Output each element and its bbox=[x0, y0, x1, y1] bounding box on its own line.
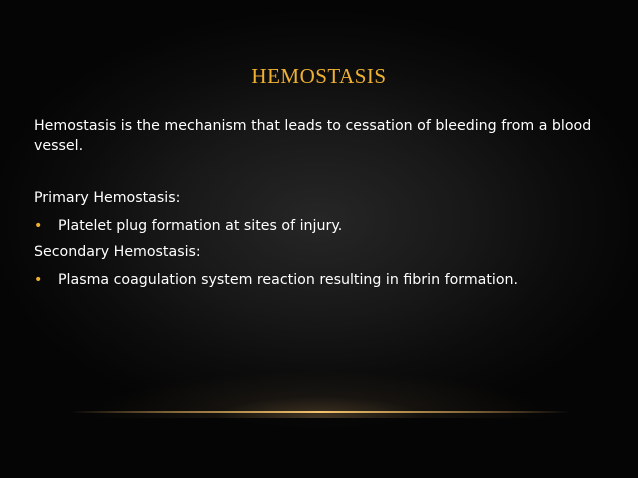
slide-title: HEMOSTASIS bbox=[251, 64, 387, 88]
spacer bbox=[34, 156, 604, 188]
primary-hemostasis-bullet bbox=[34, 216, 604, 236]
floor-light-line bbox=[70, 411, 570, 413]
bullet-text: Plasma coagulation system reaction resulting in fibrin formation. bbox=[58, 272, 519, 288]
bullet-icon: • bbox=[34, 218, 43, 234]
primary-hemostasis-heading: Primary Hemostasis: bbox=[34, 190, 181, 206]
intro-paragraph: Hemostasis is the mechanism that leads to cessation of bleeding from a blood vessel. bbox=[34, 118, 592, 154]
secondary-hemostasis-bullet bbox=[34, 270, 604, 290]
floor-glow bbox=[90, 300, 548, 418]
bullet-icon: • bbox=[34, 272, 43, 288]
slide-body bbox=[34, 116, 604, 296]
bullet-text: Platelet plug formation at sites of injury. bbox=[58, 218, 343, 234]
secondary-hemostasis-heading: Secondary Hemostasis: bbox=[34, 244, 201, 260]
